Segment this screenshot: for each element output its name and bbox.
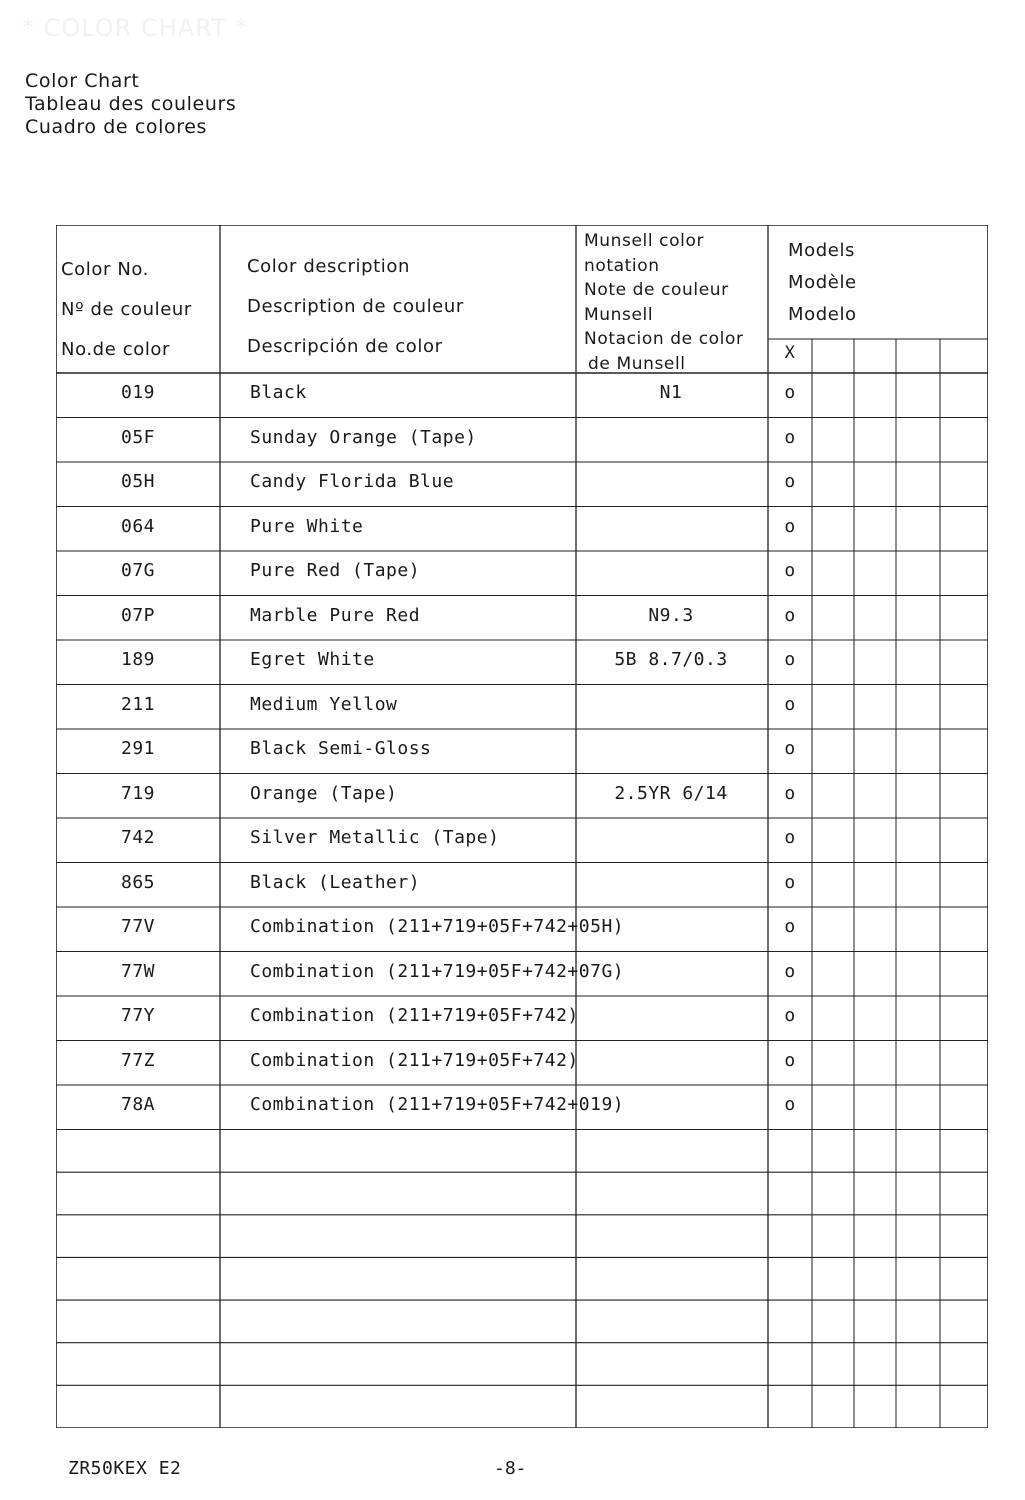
- model-x-mark: o: [784, 649, 796, 670]
- color-number: 77Y: [120, 1005, 155, 1026]
- munsell-notation: N9.3: [648, 604, 694, 626]
- color-number: 742: [120, 827, 155, 848]
- model-x-mark: o: [784, 471, 796, 492]
- color-number: 019: [120, 382, 155, 403]
- munsell-notation: N1: [659, 382, 683, 403]
- header-description: [247, 247, 464, 367]
- color-description: Combination (211+719+05F+742): [250, 1049, 579, 1071]
- color-description: Orange (Tape): [250, 782, 398, 804]
- header-description-en: Color description: [247, 256, 410, 277]
- title-spanish: Cuadro de colores: [25, 116, 208, 138]
- model-x-mark: o: [784, 782, 796, 804]
- color-number: 07P: [120, 604, 155, 626]
- color-description: Combination (211+719+05F+742): [250, 1005, 579, 1026]
- header-models-en: Models: [788, 240, 856, 261]
- color-number: 064: [120, 515, 155, 537]
- color-description: Black Semi-Gloss: [250, 738, 432, 759]
- color-description: Pure Red (Tape): [250, 560, 421, 581]
- header-description-es: Descripción de color: [247, 336, 443, 357]
- header-description-fr: Description de couleur: [247, 296, 464, 317]
- color-number: 719: [120, 782, 155, 804]
- munsell-notation: 2.5YR 6/14: [614, 782, 728, 804]
- model-x-mark: o: [784, 1094, 796, 1115]
- color-number: 05H: [120, 471, 155, 492]
- color-number: 77V: [120, 916, 155, 937]
- color-description: Candy Florida Blue: [250, 471, 455, 492]
- color-number: 07G: [120, 560, 155, 581]
- color-description: Medium Yellow: [250, 693, 398, 715]
- model-x-mark: o: [784, 604, 796, 626]
- color-number: 77W: [120, 960, 155, 982]
- color-description: Silver Metallic (Tape): [250, 827, 500, 848]
- header-munsell-3: Note de couleur: [584, 280, 729, 300]
- color-number: 05F: [120, 426, 155, 448]
- model-x-mark: o: [784, 738, 796, 759]
- color-number: 189: [120, 649, 155, 670]
- color-description: Pure White: [250, 515, 364, 537]
- header-color-no-es: No.de color: [61, 339, 171, 360]
- header-munsell: [584, 229, 744, 376]
- color-description: Sunday Orange (Tape): [250, 426, 477, 448]
- model-x-mark: o: [784, 960, 796, 982]
- header-models: [788, 235, 857, 331]
- model-x-mark: o: [784, 382, 796, 403]
- footer-model-code: ZR50KEX E2: [68, 1458, 182, 1479]
- header-munsell-6: de Munsell: [588, 353, 686, 374]
- page-banner: * COLOR CHART *: [22, 14, 249, 42]
- title-french: Tableau des couleurs: [25, 93, 237, 115]
- header-color-no-en: Color No.: [61, 259, 149, 280]
- color-number: 77Z: [120, 1049, 155, 1071]
- color-number: 211: [120, 693, 155, 715]
- header-color-no-fr: Nº de couleur: [61, 299, 192, 320]
- color-description: Black: [250, 382, 307, 403]
- color-chart-table: [56, 225, 988, 1428]
- chart-titles: [25, 70, 236, 139]
- model-x-mark: o: [784, 1049, 796, 1071]
- footer-page-number: -8-: [494, 1458, 527, 1479]
- header-color-no: [61, 250, 192, 370]
- model-x-mark: o: [784, 560, 796, 581]
- header-models-fr: Modèle: [788, 272, 857, 293]
- color-description: Black (Leather): [250, 871, 421, 893]
- title-english: Color Chart: [25, 70, 140, 92]
- header-munsell-1: Munsell color: [584, 231, 705, 251]
- color-description: Combination (211+719+05F+742+019): [250, 1094, 625, 1115]
- color-number: 291: [120, 738, 155, 759]
- color-description: Marble Pure Red: [250, 604, 421, 626]
- color-description: Combination (211+719+05F+742+05H): [250, 916, 625, 937]
- model-x-mark: o: [784, 827, 796, 848]
- header-munsell-5: Notacion de color: [584, 329, 744, 349]
- header-munsell-4: Munsell: [584, 304, 654, 325]
- header-munsell-2: notation: [584, 255, 660, 276]
- model-x-mark: o: [784, 1005, 796, 1026]
- color-description: Combination (211+719+05F+742+07G): [250, 960, 625, 982]
- model-x-mark: o: [784, 871, 796, 893]
- model-x-mark: o: [784, 515, 796, 537]
- model-x-mark: o: [784, 693, 796, 715]
- header-models-es: Modelo: [788, 304, 857, 325]
- color-number: 865: [120, 871, 155, 893]
- munsell-notation: 5B 8.7/0.3: [614, 649, 728, 670]
- model-x-mark: o: [784, 426, 796, 448]
- model-x-mark: o: [784, 916, 796, 937]
- color-description: Egret White: [250, 649, 375, 670]
- model-column-x: X: [784, 343, 796, 363]
- color-number: 78A: [120, 1094, 155, 1115]
